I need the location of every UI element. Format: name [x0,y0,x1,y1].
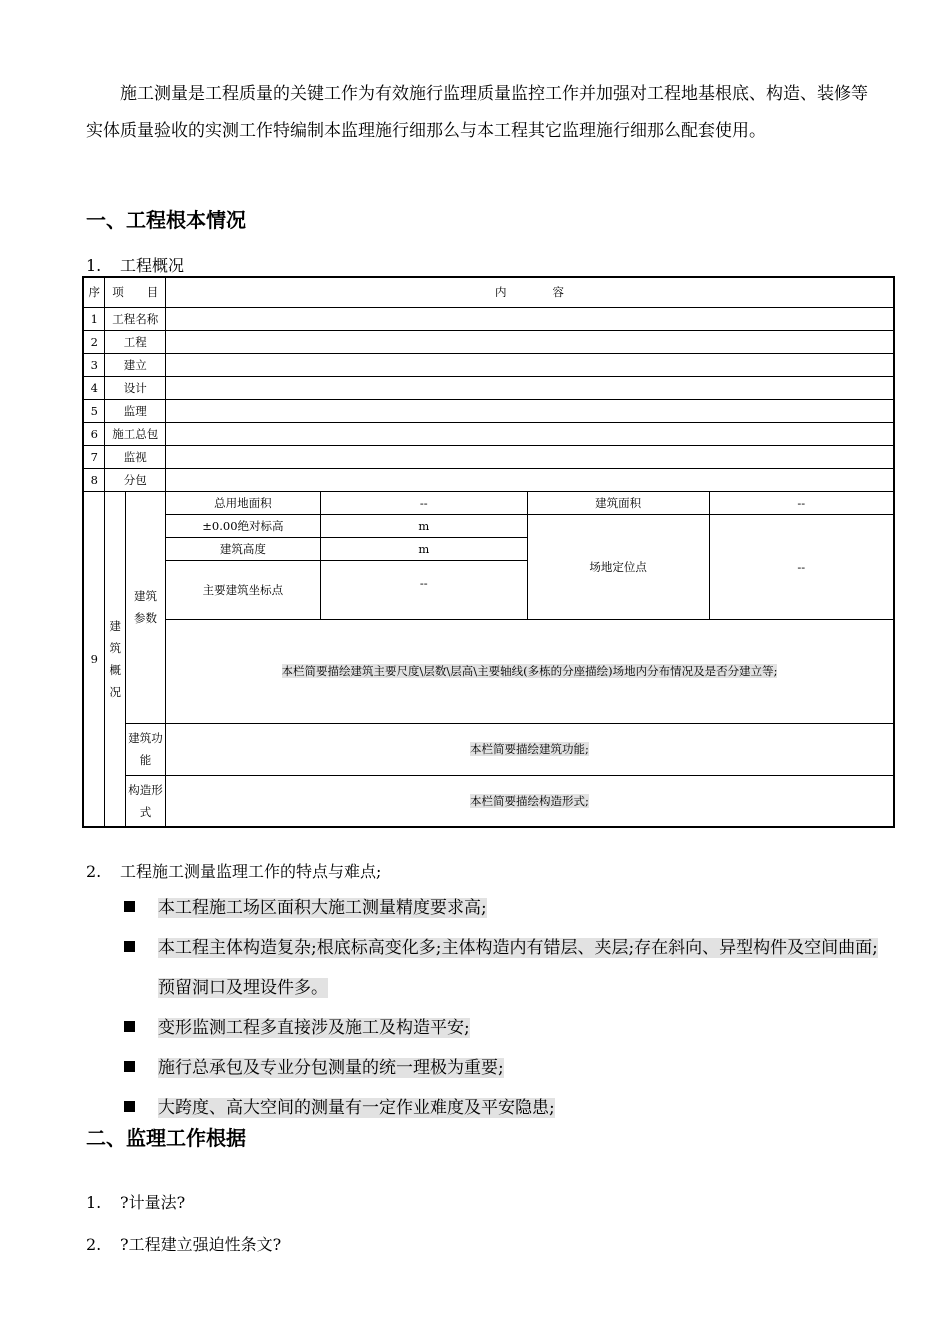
header-seq: 序 [83,277,105,307]
height-label: 建筑高度 [165,537,320,560]
table-row [83,330,894,353]
row-content [165,468,894,491]
list-item [124,888,884,928]
row9-seq: 9 [83,491,105,827]
row-content [165,445,894,468]
row-content [165,307,894,330]
bullet-text: 本工程主体构造复杂;根底标高变化多;主体构造内有错层、夹层;存在斜向、异型构件及空间曲面;预留洞口及埋设件多。 [158,938,878,998]
row-content [165,353,894,376]
building-description-cell [165,619,894,723]
subsection-2-heading [86,859,381,882]
table-row [83,353,894,376]
square-bullet-icon [124,1021,135,1032]
elevation-value: m [320,514,527,537]
bullet-text: 大跨度、高大空间的测量有一定作业难度及平安隐患; [158,1098,555,1118]
row9-group-label: 建筑概况 [105,491,126,827]
total-area-label: 总用地面积 [165,491,320,514]
table-row [83,399,894,422]
table-row [83,468,894,491]
row-content [165,422,894,445]
total-area-value: -- [320,491,527,514]
building-description-note: 本栏简要描绘建筑主要尺度\层数\层高\主要轴线(多栋的分座描绘)场地内分布情况及是否分建立等; [281,664,778,678]
structure-cell [165,775,894,827]
row-item: 建立 [105,353,165,376]
function-label: 建筑功能 [125,723,165,775]
table-row [83,422,894,445]
structure-label: 构造形式 [125,775,165,827]
subsection-1-number: 1. [86,256,102,275]
row-seq: 3 [83,353,105,376]
row-item: 工程 [105,330,165,353]
subsection-1-title: 工程概况 [120,256,185,275]
section-1-heading: 一、工程根本情况 [86,208,246,232]
row9-line-1 [83,491,894,514]
project-overview-table [82,276,895,828]
basis-number: 1. [86,1193,102,1212]
bullet-text: 变形监测工程多直接涉及施工及构造平安; [158,1018,470,1038]
building-area-value: -- [709,491,894,514]
params-label: 建筑参数 [125,491,165,723]
table-header-row [83,277,894,307]
row-item: 监视 [105,445,165,468]
row-seq: 6 [83,422,105,445]
row9-line-5 [83,619,894,723]
bullet-text: 本工程施工场区面积大施工测量精度要求高; [158,898,487,918]
row-item: 分包 [105,468,165,491]
basis-item [86,1232,281,1255]
subsection-2-number: 2. [86,862,102,881]
basis-number: 2. [86,1235,102,1254]
list-item [124,928,884,1008]
height-value: m [320,537,527,560]
row-seq: 5 [83,399,105,422]
basis-item [86,1190,185,1213]
function-note: 本栏简要描绘建筑功能; [470,742,589,756]
basis-text: ?工程建立强迫性条文? [120,1235,282,1254]
table-row [83,445,894,468]
row9-line-7 [83,775,894,827]
subsection-1-heading [86,253,184,276]
square-bullet-icon [124,941,135,952]
square-bullet-icon [124,1101,135,1112]
header-content: 内 容 [165,277,894,307]
row-seq: 8 [83,468,105,491]
basis-text: ?计量法? [120,1193,186,1212]
site-point-label: 场地定位点 [527,514,709,619]
row-seq: 7 [83,445,105,468]
elevation-label: ±0.00绝对标高 [165,514,320,537]
row9-line-2 [83,514,894,537]
row-content [165,376,894,399]
function-cell [165,723,894,775]
row-seq: 1 [83,307,105,330]
row-item: 工程名称 [105,307,165,330]
table-row [83,376,894,399]
structure-note: 本栏简要描绘构造形式; [470,793,589,808]
list-item [124,1048,884,1088]
header-item: 项 目 [105,277,165,307]
coordinate-label: 主要建筑坐标点 [165,560,320,619]
row-seq: 2 [83,330,105,353]
section-2-heading: 二、监理工作根据 [86,1126,246,1150]
site-point-value: -- [709,514,894,619]
table-row [83,307,894,330]
square-bullet-icon [124,1061,135,1072]
intro-paragraph: 施工测量是工程质量的关键工作为有效施行监理质量监控工作并加强对工程地基根底、构造、装修等实体质量验收的实测工作特编制本监理施行细那么与本工程其它监理施行细那么配套使用。 [86,84,868,141]
row-item: 施工总包 [105,422,165,445]
row-content [165,330,894,353]
building-area-label: 建筑面积 [527,491,709,514]
bullet-text: 施行总承包及专业分包测量的统一理极为重要; [158,1058,504,1078]
list-item [124,1008,884,1048]
row-content [165,399,894,422]
subsection-2-title: 工程施工测量监理工作的特点与难点; [120,862,382,881]
coordinate-value: -- [320,560,527,619]
square-bullet-icon [124,901,135,912]
row-seq: 4 [83,376,105,399]
row9-line-6 [83,723,894,775]
row-item: 设计 [105,376,165,399]
row-item: 监理 [105,399,165,422]
